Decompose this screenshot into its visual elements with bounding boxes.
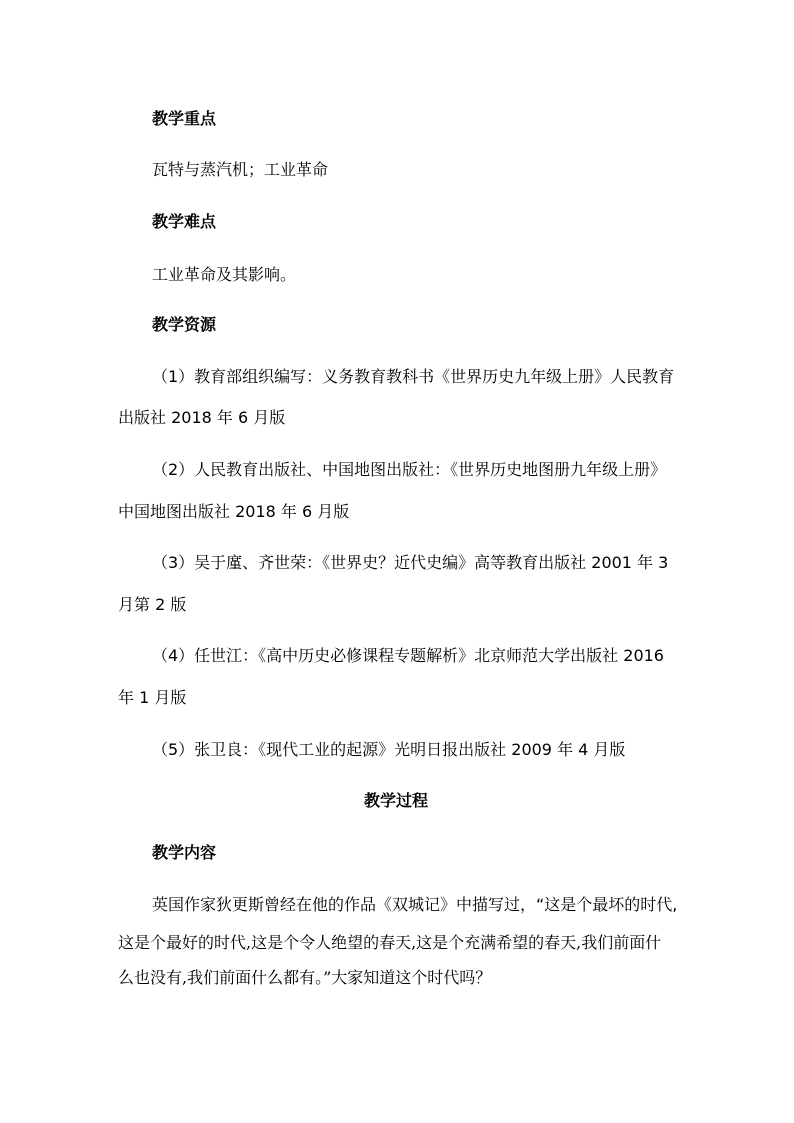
content-paragraph-line1: 英国作家狄更斯曾经在他的作品《双城记》中描写过，“这是个最坏的时代, — [152, 895, 678, 914]
content-heading: 教学内容 — [152, 843, 217, 862]
resource-item-1-line1: （1）教育部组织编写：义务教育教科书《世界历史九年级上册》人民教育 — [152, 367, 675, 386]
resource-item-4-line2: 年 1 月版 — [118, 688, 187, 707]
difficulties-heading: 教学难点 — [152, 212, 217, 231]
resource-item-2-line1: （2）人民教育出版社、中国地图出版社：《世界历史地图册九年级上册》 — [152, 460, 667, 479]
resource-item-2-line2: 中国地图出版社 2018 年 6 月版 — [118, 502, 350, 521]
resources-heading: 教学资源 — [152, 315, 217, 334]
content-paragraph-line3: 么也没有,我们前面什么都有。”大家知道这个时代吗？ — [118, 968, 492, 987]
resource-item-5-line1: （5）张卫良：《现代工业的起源》光明日报出版社 2009 年 4 月版 — [152, 740, 626, 759]
resource-item-3-line1: （3）吴于廑、齐世荣：《世界史？近代史编》高等教育出版社 2001 年 3 — [152, 553, 669, 572]
process-title: 教学过程 — [364, 791, 429, 810]
resource-item-1-line2: 出版社 2018 年 6 月版 — [118, 408, 286, 427]
content-paragraph-line2: 这是个最好的时代,这是个令人绝望的春天,这是个充满希望的春天,我们前面什 — [118, 933, 662, 952]
key-points-heading: 教学重点 — [152, 109, 217, 128]
key-points-text: 瓦特与蒸汽机；工业革命 — [152, 160, 329, 179]
resource-item-4-line1: （4）任世江：《高中历史必修课程专题解析》北京师范大学出版社 2016 — [152, 646, 664, 665]
difficulties-text: 工业革命及其影响。 — [152, 265, 297, 284]
resource-item-3-line2: 月第 2 版 — [118, 595, 187, 614]
